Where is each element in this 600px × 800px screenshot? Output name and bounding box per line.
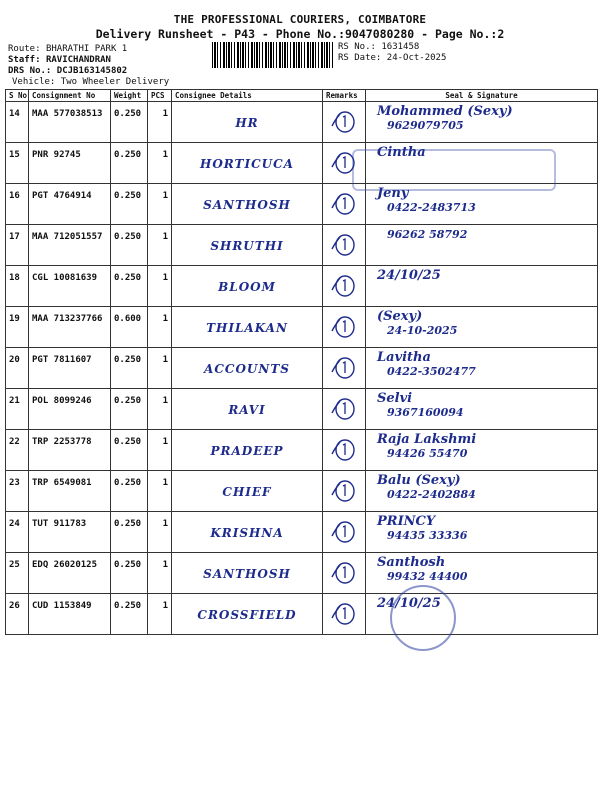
- cell-signature: [366, 430, 598, 471]
- consignment-text: MAA 713237766: [32, 314, 103, 324]
- cell-remarks: [323, 389, 366, 430]
- signature-line-1: Balu (Sexy): [377, 473, 461, 488]
- cell-pcs: [148, 266, 172, 307]
- signature-handwriting: [369, 102, 594, 133]
- signature-line-1: 24/10/25: [377, 596, 441, 611]
- cell-sno: [6, 430, 29, 471]
- pcs-text: 1: [162, 519, 168, 529]
- consignment-text: PGT 4764914: [32, 191, 92, 201]
- consignment-text: CGL 10081639: [32, 273, 98, 283]
- runsheet-subtitle: Delivery Runsheet - P43 - Phone No.:9047080280 - Page No.:2: [95, 27, 505, 41]
- cell-consignment: [29, 143, 111, 184]
- vehicle-label: Vehicle:: [12, 77, 56, 87]
- cell-pcs: [148, 471, 172, 512]
- weight-text: 0.250: [114, 273, 142, 283]
- cell-consignee: [172, 594, 323, 635]
- sno-text: 14: [9, 109, 20, 119]
- consignment-text: EDQ 26020125: [32, 560, 98, 570]
- cell-consignment: [29, 102, 111, 143]
- cell-signature: [366, 389, 598, 430]
- signature-line-1: (Sexy): [377, 309, 423, 324]
- cell-pcs: [148, 512, 172, 553]
- signature-line-2: 9629079705: [387, 119, 464, 132]
- delivered-tick-icon: [331, 272, 357, 298]
- cell-weight: [111, 266, 148, 307]
- cell-weight: [111, 143, 148, 184]
- cell-sno: [6, 266, 29, 307]
- signature-line-1: PRINCY: [377, 514, 436, 529]
- sno-text: 24: [9, 519, 20, 529]
- cell-pcs: [148, 225, 172, 266]
- drs-line: [8, 66, 127, 77]
- cell-weight: [111, 389, 148, 430]
- delivered-tick-icon: [331, 313, 357, 339]
- cell-consignee: [172, 184, 323, 225]
- signature-line-2: 0422-3502477: [387, 365, 476, 378]
- cell-weight: [111, 430, 148, 471]
- cell-consignment: [29, 553, 111, 594]
- delivered-tick-icon: [331, 600, 357, 626]
- col-header-consignment: Consignment No: [29, 90, 111, 102]
- consignee-handwriting: THILAKAN: [206, 321, 288, 335]
- sno-text: 16: [9, 191, 20, 201]
- table-row: [6, 512, 598, 553]
- rs-date-value: 24-Oct-2025: [386, 53, 447, 63]
- signature-line-2: 94426 55470: [387, 447, 468, 460]
- cell-weight: [111, 512, 148, 553]
- signature-handwriting: [369, 266, 594, 283]
- weight-text: 0.250: [114, 232, 142, 242]
- sno-text: 26: [9, 601, 20, 611]
- sno-text: 20: [9, 355, 20, 365]
- cell-pcs: [148, 348, 172, 389]
- staff-value: RAVICHANDRAN: [45, 55, 111, 65]
- col-header-remarks: Remarks: [323, 90, 366, 102]
- cell-sno: [6, 512, 29, 553]
- cell-sno: [6, 348, 29, 389]
- cell-sno: [6, 225, 29, 266]
- cell-consignee: [172, 553, 323, 594]
- cell-signature: [366, 553, 598, 594]
- cell-remarks: [323, 553, 366, 594]
- cell-consignee: [172, 389, 323, 430]
- cell-sno: [6, 307, 29, 348]
- consignment-text: MAA 712051557: [32, 232, 103, 242]
- signature-handwriting: [369, 471, 594, 502]
- table-row: [6, 553, 598, 594]
- sno-text: 18: [9, 273, 20, 283]
- cell-sno: [6, 594, 29, 635]
- col-header-signature: Seal & Signature: [366, 90, 598, 102]
- consignee-handwriting: BLOOM: [218, 280, 276, 294]
- rs-date-line: [338, 53, 446, 64]
- cell-remarks: [323, 594, 366, 635]
- sno-text: 22: [9, 437, 20, 447]
- sno-text: 25: [9, 560, 20, 570]
- delivered-tick-icon: [331, 190, 357, 216]
- cell-sno: [6, 184, 29, 225]
- signature-line-1: 24/10/25: [377, 268, 441, 283]
- sno-text: 23: [9, 478, 20, 488]
- weight-text: 0.250: [114, 191, 142, 201]
- signature-line-2: 0422-2402884: [387, 488, 476, 501]
- cell-consignee: [172, 102, 323, 143]
- signature-line-2: 0422-2483713: [387, 201, 476, 214]
- table-row: [6, 430, 598, 471]
- rs-date-label: RS Date:: [338, 53, 382, 63]
- consignee-handwriting: KRISHNA: [210, 526, 284, 540]
- company-stamp: [352, 149, 556, 191]
- consignee-handwriting: SHRUTHI: [210, 239, 284, 253]
- table-row: [6, 348, 598, 389]
- col-header-sno: S No: [6, 90, 29, 102]
- drs-value: DCJB163145802: [56, 66, 128, 76]
- delivered-tick-icon: [331, 559, 357, 585]
- vehicle-line: [12, 77, 169, 88]
- table-row: [6, 307, 598, 348]
- cell-remarks: [323, 348, 366, 389]
- pcs-text: 1: [162, 601, 168, 611]
- signature-line-2: 99432 44400: [387, 570, 468, 583]
- cell-pcs: [148, 143, 172, 184]
- cell-sno: [6, 143, 29, 184]
- consignee-handwriting: ACCOUNTS: [204, 362, 290, 376]
- rs-no-label: RS No.:: [338, 42, 376, 52]
- cell-consignee: [172, 307, 323, 348]
- cell-consignment: [29, 389, 111, 430]
- pcs-text: 1: [162, 478, 168, 488]
- pcs-text: 1: [162, 150, 168, 160]
- weight-text: 0.250: [114, 150, 142, 160]
- cell-remarks: [323, 512, 366, 553]
- signature-line-2: 24-10-2025: [387, 324, 458, 337]
- consignee-handwriting: SANTHOSH: [203, 198, 291, 212]
- delivered-tick-icon: [331, 354, 357, 380]
- cell-remarks: [323, 266, 366, 307]
- cell-sno: [6, 553, 29, 594]
- cell-pcs: [148, 184, 172, 225]
- consignment-text: TRP 2253778: [32, 437, 92, 447]
- signature-handwriting: [369, 225, 594, 242]
- sno-text: 21: [9, 396, 20, 406]
- pcs-text: 1: [162, 273, 168, 283]
- cell-consignee: [172, 430, 323, 471]
- pcs-text: 1: [162, 314, 168, 324]
- drs-label: DRS No.:: [8, 66, 52, 76]
- table-row: [6, 471, 598, 512]
- pcs-text: 1: [162, 109, 168, 119]
- cell-weight: [111, 553, 148, 594]
- pcs-text: 1: [162, 355, 168, 365]
- round-seal-stamp: [390, 585, 456, 651]
- consignment-text: CUD 1153849: [32, 601, 92, 611]
- cell-remarks: [323, 471, 366, 512]
- route-line: [8, 44, 127, 55]
- signature-line-2: 96262 58792: [387, 228, 468, 241]
- weight-text: 0.250: [114, 355, 142, 365]
- cell-remarks: [323, 430, 366, 471]
- signature-line-1: Santhosh: [377, 555, 446, 570]
- delivered-tick-icon: [331, 395, 357, 421]
- signature-line-2: 9367160094: [387, 406, 464, 419]
- signature-line-1: Selvi: [377, 391, 413, 406]
- weight-text: 0.250: [114, 478, 142, 488]
- cell-consignee: [172, 512, 323, 553]
- weight-text: 0.600: [114, 314, 142, 324]
- cell-consignee: [172, 266, 323, 307]
- cell-remarks: [323, 102, 366, 143]
- cell-consignee: [172, 471, 323, 512]
- consignee-handwriting: HR: [235, 116, 259, 130]
- signature-handwriting: [369, 430, 594, 461]
- sno-text: 17: [9, 232, 20, 242]
- cell-weight: [111, 307, 148, 348]
- signature-line-1: Cintha: [377, 145, 426, 160]
- cell-pcs: [148, 389, 172, 430]
- consignment-text: TUT 911783: [32, 519, 87, 529]
- signature-handwriting: [369, 348, 594, 379]
- cell-weight: [111, 594, 148, 635]
- consignment-text: TRP 6549081: [32, 478, 92, 488]
- cell-consignee: [172, 143, 323, 184]
- table-row: [6, 389, 598, 430]
- table-row: [6, 594, 598, 635]
- barcode: [212, 42, 334, 68]
- pcs-text: 1: [162, 437, 168, 447]
- cell-signature: [366, 471, 598, 512]
- cell-consignment: [29, 348, 111, 389]
- consignee-handwriting: CROSSFIELD: [197, 608, 297, 622]
- cell-signature: [366, 225, 598, 266]
- cell-signature: [366, 266, 598, 307]
- consignee-handwriting: CHIEF: [222, 485, 272, 499]
- table-row: [6, 266, 598, 307]
- cell-signature: [366, 102, 598, 143]
- cell-sno: [6, 471, 29, 512]
- cell-pcs: [148, 102, 172, 143]
- consignee-handwriting: HORTICUCA: [200, 157, 294, 171]
- cell-weight: [111, 471, 148, 512]
- cell-signature: [366, 348, 598, 389]
- cell-consignee: [172, 225, 323, 266]
- pcs-text: 1: [162, 560, 168, 570]
- cell-weight: [111, 184, 148, 225]
- pcs-text: 1: [162, 232, 168, 242]
- weight-text: 0.250: [114, 560, 142, 570]
- weight-text: 0.250: [114, 519, 142, 529]
- consignment-text: PGT 7811607: [32, 355, 92, 365]
- signature-handwriting: [369, 553, 594, 584]
- cell-pcs: [148, 553, 172, 594]
- cell-signature: [366, 307, 598, 348]
- cell-sno: [6, 102, 29, 143]
- signature-line-1: Raja Lakshmi: [377, 432, 477, 447]
- weight-text: 0.250: [114, 437, 142, 447]
- cell-consignment: [29, 184, 111, 225]
- cell-consignment: [29, 471, 111, 512]
- cell-consignment: [29, 307, 111, 348]
- company-title: THE PROFESSIONAL COURIERS, COIMBATORE: [173, 13, 427, 26]
- signature-handwriting: [369, 307, 594, 338]
- delivered-tick-icon: [331, 231, 357, 257]
- consignee-handwriting: RAVI: [228, 403, 266, 417]
- table-row: [6, 225, 598, 266]
- vehicle-value: Two Wheeler Delivery: [60, 77, 170, 87]
- cell-consignment: [29, 594, 111, 635]
- table-header-row: [6, 90, 598, 102]
- signature-line-1: Jeny: [377, 186, 409, 201]
- cell-pcs: [148, 594, 172, 635]
- cell-consignment: [29, 430, 111, 471]
- weight-text: 0.250: [114, 396, 142, 406]
- sno-text: 19: [9, 314, 20, 324]
- signature-handwriting: [369, 389, 594, 420]
- signature-line-2: 94435 33336: [387, 529, 468, 542]
- route-value: BHARATHI PARK 1: [45, 44, 128, 54]
- rs-no-line: [338, 42, 419, 53]
- cell-weight: [111, 102, 148, 143]
- col-header-weight: Weight: [111, 90, 148, 102]
- pcs-text: 1: [162, 396, 168, 406]
- cell-remarks: [323, 307, 366, 348]
- sno-text: 15: [9, 150, 20, 160]
- cell-weight: [111, 225, 148, 266]
- weight-text: 0.250: [114, 601, 142, 611]
- rs-no-value: 1631458: [381, 42, 420, 52]
- cell-pcs: [148, 307, 172, 348]
- staff-label: Staff:: [8, 55, 41, 65]
- delivered-tick-icon: [331, 477, 357, 503]
- consignment-text: PNR 92745: [32, 150, 81, 160]
- delivered-tick-icon: [331, 436, 357, 462]
- consignee-handwriting: PRADEEP: [210, 444, 284, 458]
- staff-line: [8, 55, 111, 66]
- cell-weight: [111, 348, 148, 389]
- cell-signature: [366, 512, 598, 553]
- col-header-consignee: Consignee Details: [172, 90, 323, 102]
- cell-consignee: [172, 348, 323, 389]
- route-label: Route:: [8, 44, 41, 54]
- consignment-text: POL 8099246: [32, 396, 92, 406]
- delivered-tick-icon: [331, 108, 357, 134]
- delivered-tick-icon: [331, 518, 357, 544]
- cell-consignment: [29, 266, 111, 307]
- signature-handwriting: [369, 512, 594, 543]
- cell-remarks: [323, 225, 366, 266]
- cell-sno: [6, 389, 29, 430]
- signature-line-1: Lavitha: [377, 350, 431, 365]
- cell-pcs: [148, 430, 172, 471]
- cell-consignment: [29, 225, 111, 266]
- signature-line-1: Mohammed (Sexy): [377, 104, 513, 119]
- pcs-text: 1: [162, 191, 168, 201]
- col-header-pcs: PCS: [148, 90, 172, 102]
- weight-text: 0.250: [114, 109, 142, 119]
- cell-consignment: [29, 512, 111, 553]
- consignee-handwriting: SANTHOSH: [203, 567, 291, 581]
- table-row: [6, 102, 598, 143]
- consignment-text: MAA 577038513: [32, 109, 103, 119]
